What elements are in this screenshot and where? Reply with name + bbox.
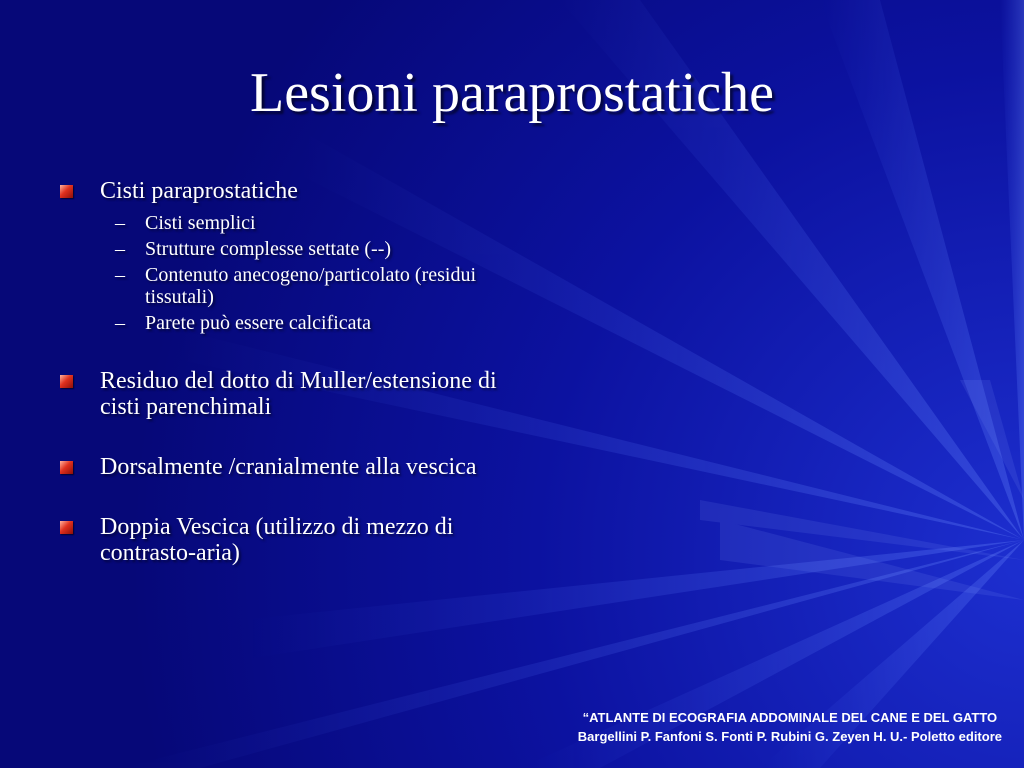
dash-marker: – xyxy=(115,312,125,334)
credits-line-1: “ATLANTE DI ECOGRAFIA ADDOMINALE DEL CANE E DEL GATTO xyxy=(582,710,998,725)
bullet-text: Residuo del dotto di Muller/estensione di cisti parenchimali xyxy=(100,368,497,420)
bullet-square-icon xyxy=(60,375,73,388)
sub-item-text: Contenuto anecogeno/particolato (residui tissutali) xyxy=(145,264,477,308)
bullet-text: Doppia Vescica (utilizzo di mezzo di contrasto-aria) xyxy=(100,514,454,566)
sub-item xyxy=(60,212,520,234)
bullet-square-icon xyxy=(60,461,73,474)
sub-item xyxy=(60,238,520,260)
dash-marker: – xyxy=(115,212,125,234)
bullet-item xyxy=(60,178,520,204)
sub-item xyxy=(60,264,520,308)
slide-title: Lesioni paraprostatiche xyxy=(249,62,774,124)
dash-marker: – xyxy=(115,264,125,286)
bullet-text: Dorsalmente /cranialmente alla vescica xyxy=(100,454,477,480)
sub-item-text: Strutture complesse settate (--) xyxy=(145,238,392,260)
sub-item-text: Cisti semplici xyxy=(145,212,256,234)
sub-item xyxy=(60,312,520,334)
source-credits xyxy=(578,708,1002,746)
credits-line-2: Bargellini P. Fanfoni S. Fonti P. Rubini G. Zeyen H. U.- Poletto editore xyxy=(577,729,1002,744)
bullet-square-icon xyxy=(60,521,73,534)
sub-item-text: Parete può essere calcificata xyxy=(145,312,371,334)
bullet-item xyxy=(60,368,520,420)
bullet-list xyxy=(60,178,520,566)
bullet-item xyxy=(60,454,520,480)
bullet-square-icon xyxy=(60,185,73,198)
bullet-item xyxy=(60,514,520,566)
bullet-text: Cisti paraprostatiche xyxy=(100,178,298,204)
dash-marker: – xyxy=(115,238,125,260)
